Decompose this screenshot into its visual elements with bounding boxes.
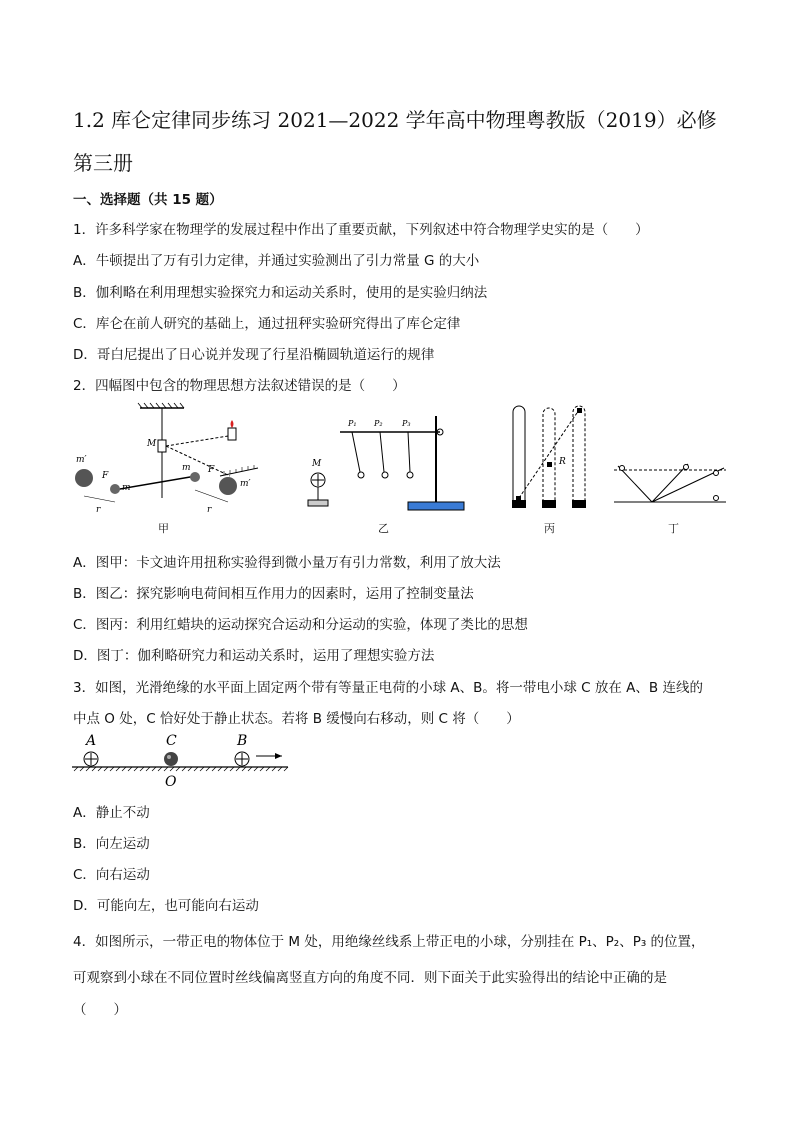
caption-jia: 甲 (158, 522, 169, 535)
q3-option-b[interactable]: B．向左运动 (73, 836, 150, 852)
label-m-fiber: M (147, 439, 157, 449)
section-heading: 一、选择题（共 15 题） (73, 192, 223, 208)
q2-option-c[interactable]: C．图丙：利用红蜡块的运动探究合运动和分运动的实验，体现了类比的思想 (73, 617, 528, 633)
q2-figure-ding (612, 430, 728, 514)
q1-option-a[interactable]: A．牛顿提出了万有引力定律，并通过实验测出了引力常量 G 的大小 (73, 253, 480, 269)
page-title-line1: 1.2 库仑定律同步练习 2021—2022 学年高中物理粤教版（2019）必修 (73, 108, 717, 132)
q3-stem-line2: 中点 O 处，C 恰好处于静止状态。若将 B 缓慢向右移动，则 C 将（ ） (73, 711, 520, 727)
label-m-prime-right: m′ (240, 479, 251, 489)
label-m-charge: M (312, 459, 322, 469)
label-f-right: F (208, 465, 215, 475)
label-f-left: F (102, 471, 109, 481)
label-p3: P₃ (402, 419, 411, 428)
q1-option-b[interactable]: B．伽利略在利用理想实验探究力和运动关系时，使用的是实验归纳法 (73, 285, 488, 301)
label-a: A (86, 733, 97, 749)
q2-figure-yi (300, 412, 468, 516)
q3-stem-line1: 3．如图，光滑绝缘的水平面上固定两个带有等量正电荷的小球 A、B。将一带电小球 C 放在 A、B 连线的 (73, 680, 703, 696)
label-r: R (559, 457, 566, 467)
ball-c (164, 752, 178, 766)
q3-figure (70, 730, 292, 790)
caption-yi: 乙 (378, 522, 389, 535)
q2-option-d[interactable]: D．图丁：伽利略研究力和运动关系时，运用了理想实验方法 (73, 648, 435, 664)
label-c: C (166, 733, 177, 749)
q4-stem-line2: 可观察到小球在不同位置时丝线偏离竖直方向的角度不同．则下面关于此实验得出的结论中正确的是 (73, 970, 667, 986)
page-title-line2: 第三册 (73, 151, 133, 175)
label-m-right: m (182, 463, 191, 473)
q2-figure-jia (70, 398, 270, 516)
label-p2: P₂ (374, 419, 383, 428)
q2-option-b[interactable]: B．图乙：探究影响电荷间相互作用力的因素时，运用了控制变量法 (73, 586, 474, 602)
q4-stem-line3: （ ） (73, 1002, 127, 1018)
q2-option-a[interactable]: A．图甲：卡文迪许用扭称实验得到微小量万有引力常数，利用了放大法 (73, 555, 501, 571)
label-r-left: r (96, 505, 101, 515)
q1-option-d[interactable]: D．哥白尼提出了日心说并发现了行星沿椭圆轨道运行的规律 (73, 347, 435, 363)
label-o: O (165, 774, 177, 790)
q1-option-c[interactable]: C．库仑在前人研究的基础上，通过扭秤实验研究得出了库仑定律 (73, 316, 461, 332)
label-b: B (237, 733, 248, 749)
q2-stem: 2．四幅图中包含的物理思想方法叙述错误的是（ ） (73, 378, 406, 394)
q2-figure-bing (505, 402, 597, 514)
q3-option-a[interactable]: A．静止不动 (73, 805, 150, 821)
caption-bing: 丙 (544, 522, 555, 535)
q1-stem: 1．许多科学家在物理学的发展过程中作出了重要贡献，下列叙述中符合物理学史实的是（ ） (73, 222, 649, 238)
q3-option-c[interactable]: C．向右运动 (73, 867, 150, 883)
label-m-prime-left: m′ (76, 455, 87, 465)
label-m-left: m (122, 483, 131, 493)
label-r-right: r (207, 505, 212, 515)
q4-stem-line1: 4．如图所示，一带正电的物体位于 M 处，用绝缘丝线系上带正电的小球，分别挂在 P₁、P₂、P₃ 的位置， (73, 934, 705, 950)
q3-option-d[interactable]: D．可能向左，也可能向右运动 (73, 898, 259, 914)
label-p1: P₁ (348, 419, 357, 428)
caption-ding: 丁 (668, 522, 679, 535)
